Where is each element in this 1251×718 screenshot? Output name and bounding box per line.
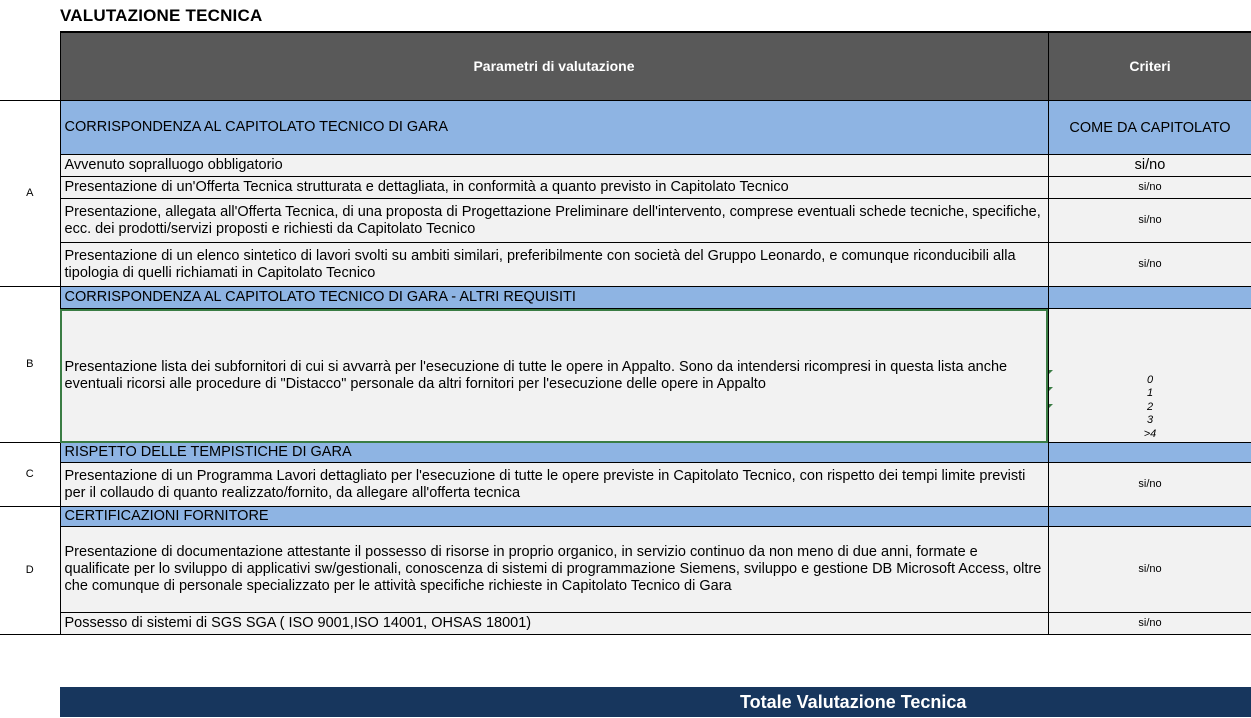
section-c-heading-row: [0, 443, 1251, 463]
row-desc[interactable]: Presentazione di documentazione attestante il possesso di risorse in proprio organico, in servizio continuo da non meno di due anni, formate e qualificate per lo sviluppo di applicativi sw/gestionali, conoscenza di sistemi di programmazione Siemens, sviluppo e gestione DB Microsoft Access, oltre che comunque di personale specializzato per le attività specifiche richieste in Capitolato Tecnico di Gara: [60, 527, 1048, 613]
table-row: [0, 177, 1251, 199]
table-row: [0, 309, 1251, 443]
section-b-heading-crit[interactable]: [1048, 287, 1251, 309]
row-desc[interactable]: Presentazione, allegata all'Offerta Tecnica, di una proposta di Progettazione Preliminare dell'intervento, comprese eventuali schede tecniche, specifiche, ecc. dei prodotti/servizi proposti e richiesti da Capitolato Tecnico: [60, 199, 1048, 243]
cell-marker-icon: [1049, 387, 1053, 391]
section-a-heading-crit[interactable]: COME DA CAPITOLATO: [1048, 101, 1251, 155]
section-c-heading[interactable]: RISPETTO DELLE TEMPISTICHE DI GARA: [60, 443, 1048, 463]
sheet-title: VALUTAZIONE TECNICA: [60, 6, 263, 25]
header-criteri-cell[interactable]: Criteri: [1048, 32, 1251, 101]
table-row: [0, 527, 1251, 613]
section-code-c[interactable]: C: [0, 443, 60, 507]
crit-option: >4: [1143, 427, 1157, 440]
section-a-heading-row: [0, 101, 1251, 155]
total-label: Totale Valutazione Tecnica: [740, 692, 967, 712]
section-code-d[interactable]: D: [0, 507, 60, 635]
row-desc[interactable]: Presentazione di un Programma Lavori dettagliato per l'esecuzione di tutte le opere previste in Capitolato Tecnico, con rispetto dei tempi limite previsti per il collaudo di quanto realizzato/fornito, da allegare all'offerta tecnica: [60, 463, 1048, 507]
cell-marker-icon: [1049, 370, 1053, 374]
row-crit[interactable]: si/no: [1048, 527, 1251, 613]
row-crit[interactable]: si/no: [1048, 463, 1251, 507]
row-crit[interactable]: si/no: [1048, 613, 1251, 635]
crit-option: 3: [1146, 414, 1154, 426]
crit-option: 2: [1146, 400, 1154, 413]
row-desc[interactable]: Presentazione di un'Offerta Tecnica strutturata e dettagliata, in conformità a quanto previsto in Capitolato Tecnico: [60, 177, 1048, 199]
section-a-heading[interactable]: CORRISPONDENZA AL CAPITOLATO TECNICO DI GARA: [60, 101, 1048, 155]
table-row: [0, 613, 1251, 635]
table-row: [0, 463, 1251, 507]
section-code-b[interactable]: B: [0, 287, 60, 443]
row-crit-list[interactable]: [1048, 309, 1251, 443]
row-desc[interactable]: Avvenuto sopralluogo obbligatorio: [60, 155, 1048, 177]
crit-option: 0: [1146, 373, 1154, 386]
total-bar[interactable]: [60, 687, 1251, 717]
header-row: [0, 32, 1251, 101]
section-code-a[interactable]: A: [0, 101, 60, 287]
row-crit[interactable]: si/no: [1048, 177, 1251, 199]
header-param-cell[interactable]: Parametri di valutazione: [60, 32, 1048, 101]
row-desc-selected[interactable]: Presentazione lista dei subfornitori di cui si avvarrà per l'esecuzione di tutte le opere in Appalto. Sono da intendersi ricompresi in questa lista anche eventuali ricorsi alle procedure di "Distacco" personale da altri fornitori per l'esecuzione delle opere in Appalto: [60, 309, 1048, 443]
section-b-heading[interactable]: CORRISPONDENZA AL CAPITOLATO TECNICO DI GARA - ALTRI REQUISITI: [60, 287, 1048, 309]
table-row: [0, 243, 1251, 287]
section-b-heading-row: [0, 287, 1251, 309]
evaluation-table: [0, 31, 1251, 635]
section-c-heading-crit[interactable]: [1048, 443, 1251, 463]
table-row: [0, 199, 1251, 243]
section-d-heading-row: [0, 507, 1251, 527]
header-blank-cell: [0, 32, 60, 101]
section-d-heading-crit[interactable]: [1048, 507, 1251, 527]
row-desc[interactable]: Presentazione di un elenco sintetico di lavori svolti su ambiti similari, preferibilmente con società del Gruppo Leonardo, e comunque riconducibili alla tipologia di quelli richiamati in Capitolato Tecnico: [60, 243, 1048, 287]
row-crit[interactable]: si/no: [1048, 199, 1251, 243]
row-crit[interactable]: si/no: [1048, 155, 1251, 177]
row-desc[interactable]: Possesso di sistemi di SGS SGA ( ISO 9001,ISO 14001, OHSAS 18001): [60, 613, 1048, 635]
cell-marker-icon: [1049, 404, 1053, 408]
crit-option: 1: [1146, 387, 1154, 399]
table-row: [0, 155, 1251, 177]
section-d-heading[interactable]: CERTIFICAZIONI FORNITORE: [60, 507, 1048, 527]
row-crit[interactable]: si/no: [1048, 243, 1251, 287]
